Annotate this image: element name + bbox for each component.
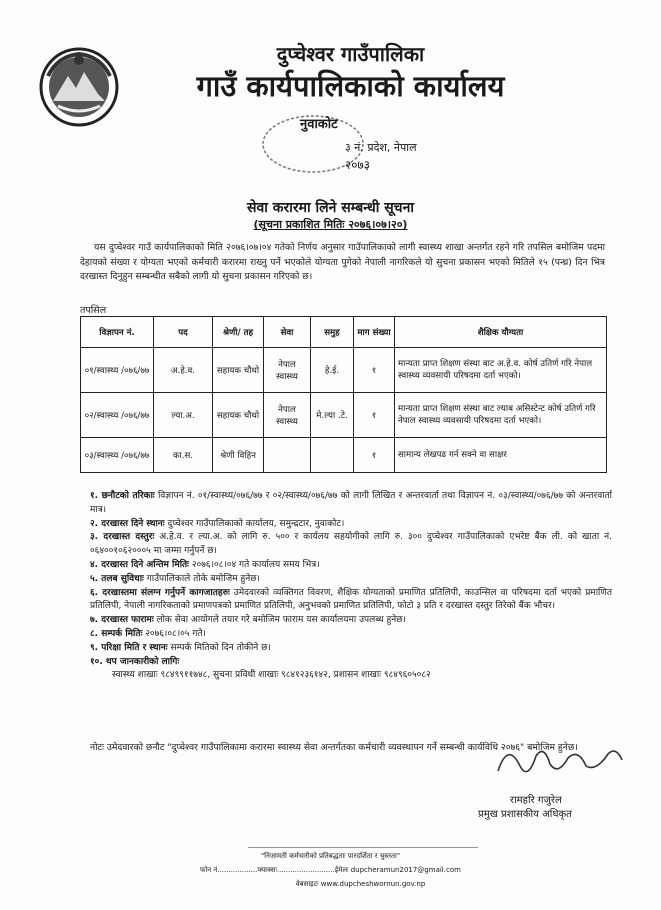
list-item: ९. परिक्षा मिति र स्थानः सम्पर्क मितिको दिन तोकीने छ। (90, 642, 271, 653)
footer-website: वेबसाइटः www.dupcheshwornun.gov.np (295, 880, 426, 888)
table-row (81, 393, 607, 438)
footer-motto: "निजामती कर्मचारीको प्रतिबद्धताः पारदर्शिता र चुस्तता" (260, 852, 401, 860)
list-item: १०. थप जानकारीको लागिः (90, 656, 180, 667)
table-cell: नेपाल स्वास्थ्य (264, 348, 311, 393)
office-name: गाउँ कार्यपालिकाको कार्यालय (196, 69, 505, 103)
col-header: माग संख्या (354, 317, 395, 348)
table-cell: ०२/स्वास्थ्य /०७६/७७ (81, 393, 154, 438)
table-cell: १ (354, 393, 395, 438)
table-row (81, 348, 607, 393)
list-item: ६. दरखास्तमा संलग्न गर्नुपर्ने कागजातहरुः उमेदवारको व्यक्तिगत विवरण, शैक्षिक योग्यताको प्रमाणित प्रतिलिपी, काउन्सिल वा परिषदमा दर्ता भएको प्रमाणित प्रतिलिपी, नेपाली नागरिकताको प्रमाणपत्रको प्रमाणित प्रतिलिपी, अनुभवको प्रमाणित प्रतिलिपी, फोटो ३ प्रति र दरखास्त दस्तुर तिरेको बैंक भौचर। (90, 587, 612, 612)
signature-icon (488, 736, 628, 786)
table-cell (311, 438, 354, 473)
office-country: ३ नं. प्रदेश, नेपाल (345, 141, 417, 154)
list-item: १. छनौटको तरिकाः विज्ञापन नं. ०१/स्वास्थ्य/०७६/७७ र ०२/स्वास्थ्य/०७६/७७ को लागी लिखित र अन्तरवार्ता तथा विज्ञापन नं. ०३/स्वास्थ्य/०७६/७७ को अन्तरवार्ता मात्र। (90, 491, 613, 515)
table-cell: १ (354, 348, 395, 393)
table-cell: का.स. (154, 438, 213, 473)
col-header: श्रेणी/ तह (213, 317, 264, 348)
table-header-row (81, 317, 607, 348)
notice-title: सेवा करारमा लिने सम्बन्धी सूचना (247, 200, 414, 216)
table-cell: ०१/स्वास्थ्य /०७६/७७ (81, 348, 154, 393)
signatory-role: प्रमुख प्रशासकीय अधिकृत (478, 809, 572, 820)
list-item: २. दरखास्त दिने स्थानः दुप्चेश्वर गाउँपालिकाको कार्यालय, समुन्द्रटार, नुवाकोट। (90, 518, 345, 529)
list-item: ५. तलब सुविधाः गाउँपालिकाले तोके बमोजिम हुनेछ। (90, 573, 260, 584)
table-cell: अ.हे.व. (154, 348, 213, 393)
note: नोटः उमेदवारको छनौट "दुप्चेश्वर गाउँपालिकामा करारमा स्वास्थ्य सेवा अन्तर्गतका कर्मचारी व्यवस्थापन गर्ने सम्बन्धी कार्यविधि २०७६" बमोजिम हुनेछ। (90, 742, 578, 753)
table-cell: नेपाल स्वास्थ्य (264, 393, 311, 438)
municipality-name: दुप्चेश्वर गाउँपालिका (276, 42, 425, 66)
col-header: विज्ञापन नं. (81, 317, 154, 348)
table-cell: मान्यता प्राप्त शिक्षण संस्था बाट ल्याब असिस्टेन्ट कोर्ष उतिर्ण गरि नेपाल स्वास्थ्य व्यवसायी परिषदमा दर्ता भएको। (395, 393, 607, 438)
table-cell: ०३/स्वास्थ्य /०७६/७७ (81, 438, 154, 473)
col-header: शैक्षिक यौग्यता (395, 317, 607, 348)
table-cell: सहायक चौथो (213, 393, 264, 438)
table-cell: मान्यता प्राप्त शिक्षण संस्था बाट अ.हे.व. कोर्ष उतिर्ण गरि नेपाल स्वास्थ्य व्यवसायी परिषदमा दर्ता भएको। (395, 348, 607, 393)
table-cell: मे.ल्या .टे. (311, 393, 354, 438)
list-item: ८. सम्पर्क मितिः २०७६।०८।०५ गते। (90, 628, 206, 639)
footer-contact: फोन नं..................फ्याक्सः..........................ईमेलः dupcheramun2017@gmail.com (200, 866, 461, 874)
col-header: समुह (311, 317, 354, 348)
notice-intro: यस दुप्चेश्वर गाउँ कार्यपालिकाको मिति २०७६।०७।०४ गतेको निर्णय अनुसार गाउँपालिकाको लागी स्वास्थ्य शाखा अन्तर्गत रहने गरि तपसिल बमोजिम पदमा देहायको संख्या र योग्यता भएको कर्मचारी करारमा राख्नु पर्ने भएकोले योग्यता पुगेको नेपाली नागरिकले यो सुचना प्रकासन भएको मितिले १५ (पन्ध्र) दिन भित्र दरखास्त दिनुहुन सम्बन्धीत सबैको लागी यो सुचना प्रकासन गरिएको छ। (80, 242, 605, 282)
col-header: सेवा (264, 317, 311, 348)
signatory-name: रामहरि गजुरेल (510, 795, 562, 806)
list-item: ३. दरखास्त दस्तुरः अ.हे.व. र ल्या.अ. को लागि रु. ५०० र कार्यलय सहयोगीको लागि रु. ३०० दुप्चेश्वर गाउँपालिकाको एभरेष्ट बैंक ली. को खाता नं. ०६४००१०६२०००५ मा जम्मा गर्नुपर्ने छ। (90, 532, 612, 557)
conditions-list (90, 490, 612, 683)
tapsil-label: तपसिल (80, 305, 107, 316)
table-cell: ल्या.अ. (154, 393, 213, 438)
table-cell: हे.ई. (311, 348, 354, 393)
table-cell: १ (354, 438, 395, 473)
footer-divider (248, 847, 478, 848)
list-item: ७. दरखास्त फारामः लोक सेवा आयोगले तयार गरे बमोजिम फाराम यस कार्यालयमा उपलब्ध हुनेछ। (90, 615, 406, 626)
office-place: नुवाकोट (300, 117, 338, 132)
table-row (81, 438, 607, 473)
table-cell: सहायक चौथो (213, 348, 264, 393)
table-cell (264, 438, 311, 473)
col-header: पद (154, 317, 213, 348)
list-item: स्वास्थ्य शाखाः ९८४९९११७४८, सुचना प्रविधी शाखाः ९८४१२३६१४२, प्रशासन शाखाः ९८४९६०५०८२ (112, 670, 431, 681)
office-year: २०७३ (345, 158, 370, 172)
table-cell: श्रेणी विहिन (213, 438, 264, 473)
table-cell: सामान्य लेखपढ गर्न सक्ने वा साक्षर (395, 438, 607, 473)
vacancy-table (80, 316, 607, 473)
list-item: ४. दरखास्त दिने अन्तिम मितिः २०७६।०८।०४ गते कार्यालय समय भित्र। (90, 559, 320, 570)
notice-published-date: (सूचना प्रकाशित मितिः २०७६।०७।२०) (253, 218, 408, 231)
